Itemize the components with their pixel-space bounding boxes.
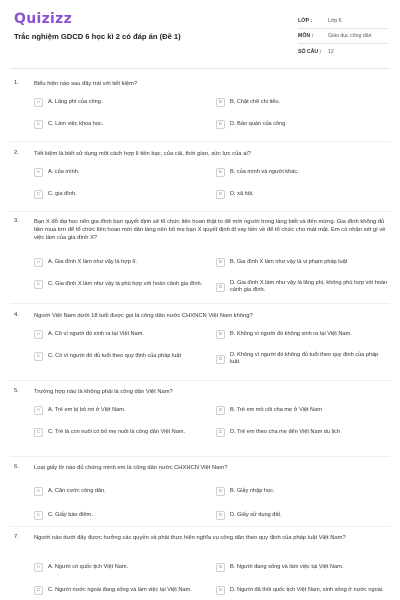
option-a[interactable] (34, 487, 206, 496)
option-letter-badge: A (34, 98, 43, 107)
option-text: A. Có vì người đó sinh ra tại Việt Nam. (48, 331, 144, 337)
question-number: 4. (14, 312, 19, 318)
option-letter-badge: B (216, 330, 225, 339)
question-number: 5. (14, 388, 19, 394)
option-a[interactable] (34, 563, 206, 572)
question-number: 1. (14, 80, 19, 86)
option-text: D. Bảo quản của công (230, 121, 286, 127)
option-b[interactable] (216, 330, 388, 339)
option-letter-badge: C (34, 280, 43, 289)
question-text: Tiết kiệm là biết sử dụng một cách hợp lí tiền bạc, của cải, thời gian, sức lực của ai? (34, 151, 251, 157)
option-a[interactable] (34, 406, 206, 415)
option-c[interactable] (34, 190, 206, 199)
option-letter-badge: B (216, 98, 225, 107)
option-text: B. Người đang sống và làm việc tại Việt Nam. (230, 564, 344, 570)
meta-value: 12 (328, 48, 334, 55)
option-b[interactable] (216, 487, 388, 496)
option-letter-badge: D (216, 428, 225, 437)
meta-row-subject (298, 29, 388, 44)
option-letter-badge: C (34, 586, 43, 595)
option-a[interactable] (34, 168, 206, 177)
option-letter-badge: C (34, 352, 43, 361)
option-text: A. Trẻ em bị bỏ rơi ở Việt Nam. (48, 407, 126, 413)
option-letter-badge: A (34, 330, 43, 339)
option-text: D. Trẻ em theo cha mẹ đến Việt Nam du lịch (230, 429, 340, 435)
option-letter-badge: D (216, 283, 225, 292)
option-letter-badge: D (216, 120, 225, 129)
option-text: B. Không vì người đó không sinh ra tại Việt Nam. (230, 331, 352, 337)
question-divider (10, 141, 390, 142)
option-c[interactable] (34, 120, 206, 129)
option-text: C. Giấy báo điểm. (48, 512, 93, 518)
option-letter-badge: D (216, 190, 225, 199)
option-text: D. Giấy sử dụng đất. (230, 512, 282, 518)
option-text: D. Người đã thôi quốc tịch Việt Nam, sinh sống ở nước ngoài. (230, 587, 384, 593)
option-letter-badge: C (34, 120, 43, 129)
option-text: A. Lãng phí của công. (48, 99, 103, 105)
option-c[interactable] (34, 428, 206, 437)
option-text: B. Trẻ em mồ côi cha mẹ ở Việt Nam (230, 407, 322, 413)
option-d[interactable] (216, 586, 388, 595)
option-c[interactable] (34, 352, 206, 361)
option-text: A. Người có quốc tịch Việt Nam. (48, 564, 129, 570)
option-c[interactable] (34, 586, 206, 595)
option-d[interactable] (216, 190, 388, 199)
option-c[interactable] (34, 511, 206, 520)
option-letter-badge: A (34, 258, 43, 267)
option-b[interactable] (216, 168, 388, 177)
option-text: A. của mình. (48, 169, 80, 175)
option-text: C. gia đình. (48, 191, 77, 197)
option-a[interactable] (34, 330, 206, 339)
question-number: 2. (14, 150, 19, 156)
question-divider (10, 211, 390, 212)
question-text: Trường hợp nào là không phải là công dân Việt Nam? (34, 389, 173, 395)
question-number: 7. (14, 534, 19, 540)
meta-label: SỐ CÂU : (298, 48, 322, 55)
option-d[interactable] (216, 352, 388, 366)
option-d[interactable] (216, 511, 388, 520)
option-letter-badge: C (34, 511, 43, 520)
option-letter-badge: B (216, 487, 225, 496)
option-a[interactable] (34, 98, 206, 107)
question-text: Bạn X đỗ đại học nên gia đình bạn quyết định sẽ tổ chức liên hoan thật to để mời người trong làng biết và đến mừng. Gia đình không đủ tiền mua lơn để tổ chức liên hoan mời dân làng nên bố mẹ bạn X quyết định đi vay tiền về để tổ chức cho mát mặt. Em có nhận xét gì về việc làm của gia đình X? (34, 219, 386, 241)
option-b[interactable] (216, 563, 388, 572)
option-text: B. Giấy nhập học. (230, 488, 275, 494)
header-divider (10, 68, 390, 69)
option-letter-badge: D (216, 511, 225, 520)
option-letter-badge: D (216, 586, 225, 595)
quizizz-logo: Quizizz (14, 11, 73, 27)
option-d[interactable] (216, 120, 388, 129)
meta-label: MÔN : (298, 33, 314, 39)
option-letter-badge: C (34, 190, 43, 199)
question-divider (10, 303, 390, 304)
option-text: B. Chặt chẽ chi tiêu. (230, 99, 281, 105)
question-divider (10, 456, 390, 457)
meta-label: LỚP : (298, 18, 313, 24)
option-d[interactable] (216, 428, 388, 437)
question-number: 3. (14, 218, 19, 224)
option-letter-badge: A (34, 406, 43, 415)
question-text: Biểu hiện nào sau đây trái với tiết kiệm? (34, 81, 138, 87)
worksheet-meta (298, 14, 388, 59)
option-text: A. Gia đình X làm như vậy là hợp lí. (48, 259, 137, 265)
meta-row-grade (298, 14, 388, 29)
option-letter-badge: B (216, 563, 225, 572)
worksheet-header (0, 0, 400, 66)
option-text: C. Người nước ngoài đang sống và làm việc tại Việt Nam. (48, 587, 192, 593)
question-divider (10, 526, 390, 527)
question-divider (10, 380, 390, 381)
option-letter-badge: B (216, 406, 225, 415)
option-letter-badge: A (34, 168, 43, 177)
option-letter-badge: C (34, 428, 43, 437)
meta-value: Lớp 6 (328, 18, 342, 24)
option-d[interactable] (216, 280, 388, 294)
question-number: 6. (14, 464, 19, 470)
meta-row-count (298, 44, 388, 59)
option-text: C. Có vì người đó đủ tuổi theo quy định của pháp luật (48, 353, 182, 359)
option-letter-badge: A (34, 563, 43, 572)
question-text: Người nào dưới đây được hưởng các quyền và phải thực hiện nghĩa vụ công dân theo quy định của pháp luật Việt Nam? (34, 535, 346, 541)
meta-value: Giáo dục công dân (328, 33, 372, 39)
option-letter-badge: D (216, 355, 225, 364)
option-text: D. Gia đình X làm như vậy là lãng phí, không phù hợp với hoàn cảnh gia đình. (230, 280, 388, 293)
option-text: D. Không vì người đó không đủ tuổi theo quy định của pháp luật. (230, 352, 379, 365)
option-text: C. Làm việc khoa học. (48, 121, 104, 127)
option-text: A. Căn cước công dân. (48, 488, 106, 494)
option-b[interactable] (216, 406, 388, 415)
option-a[interactable] (34, 258, 206, 267)
option-b[interactable] (216, 258, 388, 267)
option-text: D. xã hội. (230, 191, 254, 197)
worksheet-title: Trắc nghiệm GDCD 6 học kì 2 có đáp án (Đề 1) (14, 32, 181, 41)
option-letter-badge: B (216, 168, 225, 177)
option-text: C. Trẻ là con nuôi có bố mẹ nuôi là công dân Việt Nam. (48, 429, 186, 435)
question-text: Loại giấy tờ nào đủ chứng minh em là công dân nước CHXHCN Việt Nam? (34, 465, 228, 471)
question-text: Người Việt Nam dưới 18 tuổi được gọi là công dân nước CHXNCN Việt Nam không? (34, 313, 253, 319)
option-c[interactable] (34, 280, 206, 289)
option-b[interactable] (216, 98, 388, 107)
option-letter-badge: A (34, 487, 43, 496)
option-text: B. Gia đình X làm như vậy là vi phạm pháp luật (230, 259, 348, 265)
option-text: B. của mình và người khác. (230, 169, 299, 175)
option-letter-badge: B (216, 258, 225, 267)
option-text: C. Gia đình X làm như vậy là phù hợp với hoàn cảnh gia đình. (48, 281, 203, 287)
